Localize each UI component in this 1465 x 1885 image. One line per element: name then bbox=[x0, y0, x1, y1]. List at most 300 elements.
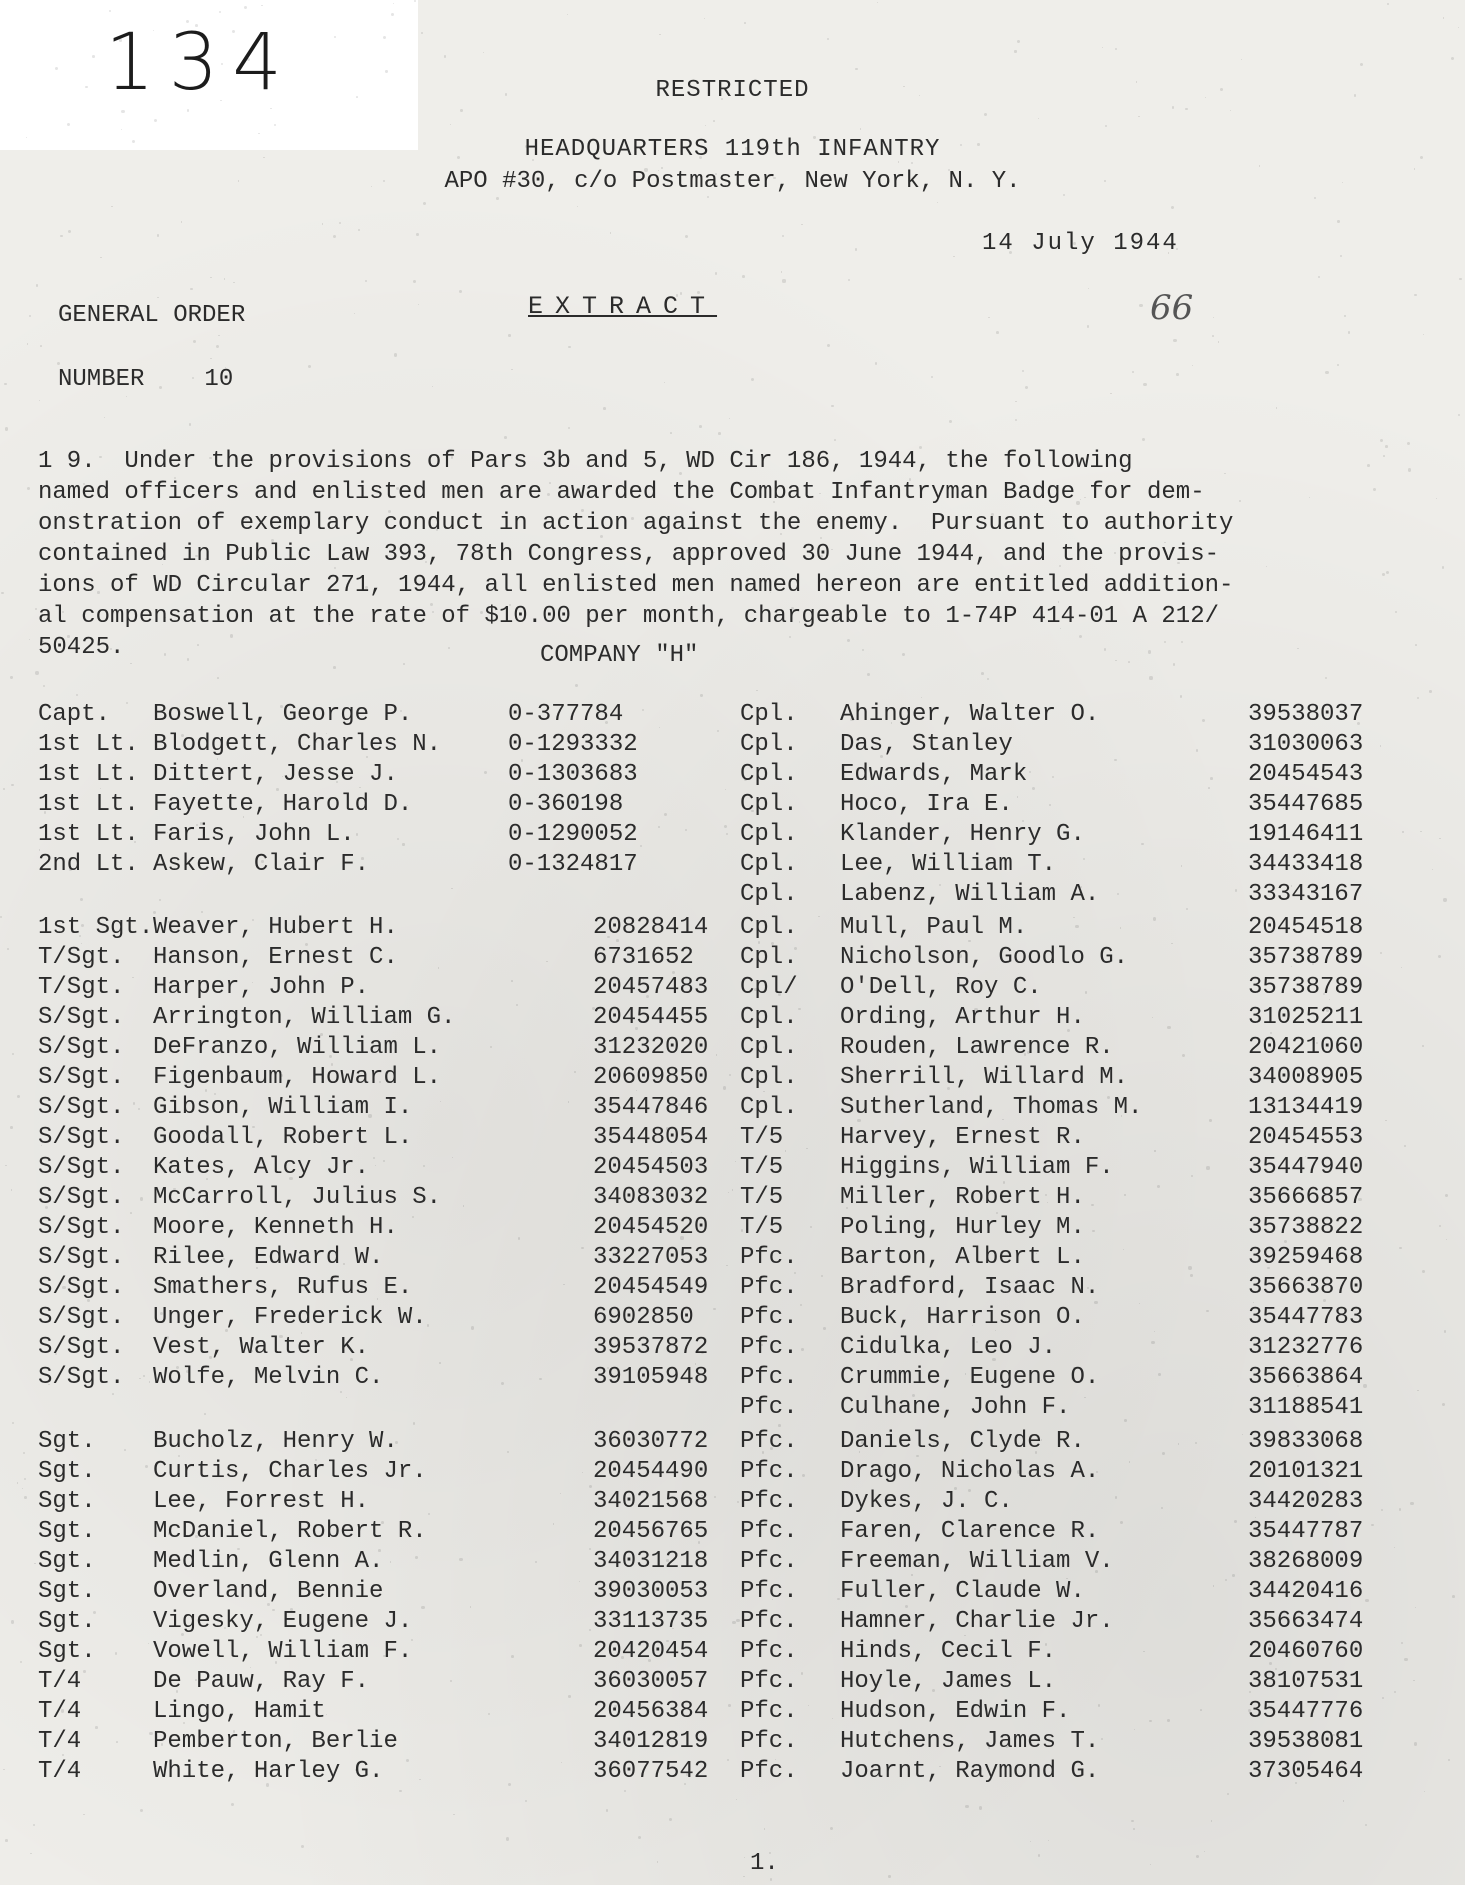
noise-dot bbox=[91, 1009, 94, 1012]
noise-dot bbox=[701, 1351, 704, 1354]
noise-dot bbox=[39, 400, 41, 402]
noise-dot bbox=[34, 1563, 36, 1565]
noise-dot bbox=[174, 477, 176, 479]
rank: S/Sgt. bbox=[38, 1184, 125, 1211]
noise-dot bbox=[219, 11, 221, 13]
noise-dot bbox=[381, 1521, 384, 1524]
roster-row bbox=[38, 1063, 728, 1093]
soldier-name: Mull, Paul M. bbox=[840, 914, 1028, 941]
noise-dot bbox=[726, 1265, 728, 1267]
noise-dot bbox=[727, 1759, 729, 1761]
noise-dot bbox=[1153, 917, 1156, 920]
noise-dot bbox=[1394, 1547, 1395, 1548]
serial-number: 35448054 bbox=[593, 1124, 709, 1151]
noise-dot bbox=[1380, 952, 1382, 954]
noise-dot bbox=[93, 1611, 96, 1614]
noise-dot bbox=[314, 740, 317, 743]
noise-dot bbox=[266, 1783, 269, 1786]
soldier-name: Faren, Clarence R. bbox=[840, 1518, 1100, 1545]
noise-dot bbox=[568, 1101, 569, 1102]
serial-number: 34012819 bbox=[593, 1728, 709, 1755]
noise-dot bbox=[428, 1513, 430, 1515]
noise-dot bbox=[1143, 383, 1146, 386]
noise-dot bbox=[1031, 842, 1034, 845]
noise-dot bbox=[42, 1009, 44, 1011]
serial-number: 36030772 bbox=[593, 1428, 709, 1455]
noise-dot bbox=[715, 272, 718, 275]
soldier-name: Lingo, Hamit bbox=[153, 1698, 326, 1725]
soldier-name: Joarnt, Raymond G. bbox=[840, 1758, 1100, 1785]
serial-number: 39538037 bbox=[1248, 701, 1364, 728]
noise-dot bbox=[700, 694, 702, 696]
noise-dot bbox=[773, 501, 775, 503]
serial-number: 34420416 bbox=[1248, 1578, 1364, 1605]
noise-dot bbox=[22, 1488, 23, 1489]
noise-dot bbox=[129, 574, 131, 576]
soldier-name: Hanson, Ernest C. bbox=[153, 944, 398, 971]
noise-dot bbox=[1344, 315, 1345, 316]
noise-dot bbox=[827, 38, 829, 40]
noise-dot bbox=[1385, 445, 1388, 448]
soldier-name: Bucholz, Henry W. bbox=[153, 1428, 398, 1455]
noise-dot bbox=[616, 939, 619, 942]
noise-dot bbox=[1120, 927, 1122, 929]
noise-dot bbox=[1167, 1719, 1170, 1722]
noise-dot bbox=[176, 835, 179, 838]
roster-row bbox=[38, 1333, 728, 1363]
noise-dot bbox=[42, 641, 44, 643]
noise-dot bbox=[764, 1828, 766, 1830]
noise-dot bbox=[1444, 1330, 1447, 1333]
noise-dot bbox=[195, 24, 198, 27]
roster-row bbox=[740, 913, 1440, 943]
rank: Pfc. bbox=[740, 1458, 798, 1485]
serial-number: 0-377784 bbox=[508, 701, 624, 728]
serial-number: 39833068 bbox=[1248, 1428, 1364, 1455]
noise-dot bbox=[1206, 1166, 1209, 1169]
noise-dot bbox=[589, 1629, 591, 1631]
noise-dot bbox=[1407, 442, 1410, 445]
rank: Pfc. bbox=[740, 1728, 798, 1755]
noise-dot bbox=[1399, 1247, 1401, 1249]
noise-dot bbox=[931, 376, 933, 378]
noise-dot bbox=[728, 1704, 731, 1707]
rank: S/Sgt. bbox=[38, 1274, 125, 1301]
noise-dot bbox=[1154, 1150, 1155, 1151]
noise-dot bbox=[819, 493, 820, 494]
noise-dot bbox=[272, 1609, 274, 1611]
soldier-name: Dykes, J. C. bbox=[840, 1488, 1013, 1515]
rank: Cpl. bbox=[740, 914, 798, 941]
noise-dot bbox=[432, 386, 433, 387]
rank: 1st Lt. bbox=[38, 761, 139, 788]
noise-dot bbox=[436, 528, 439, 531]
noise-dot bbox=[1213, 1585, 1214, 1586]
soldier-name: Gibson, William I. bbox=[153, 1094, 413, 1121]
noise-dot bbox=[450, 124, 451, 125]
noise-dot bbox=[658, 170, 659, 171]
noise-dot bbox=[1354, 94, 1357, 97]
rank: S/Sgt. bbox=[38, 1364, 125, 1391]
serial-number: 20454518 bbox=[1248, 914, 1364, 941]
noise-dot bbox=[301, 1845, 304, 1848]
noise-dot bbox=[244, 6, 247, 9]
noise-dot bbox=[171, 1099, 174, 1102]
noise-dot bbox=[181, 734, 184, 737]
noise-dot bbox=[504, 436, 507, 439]
noise-dot bbox=[220, 100, 221, 101]
noise-dot bbox=[99, 456, 102, 459]
rank: Sgt. bbox=[38, 1488, 96, 1515]
noise-dot bbox=[140, 1809, 143, 1812]
order-number-label: NUMBER bbox=[58, 366, 145, 393]
noise-dot bbox=[373, 1157, 375, 1159]
noise-dot bbox=[953, 256, 955, 258]
roster-row bbox=[740, 1153, 1440, 1183]
soldier-name: Medlin, Glenn A. bbox=[153, 1548, 384, 1575]
noise-dot bbox=[233, 1730, 236, 1733]
serial-number: 34433418 bbox=[1248, 851, 1364, 878]
noise-dot bbox=[176, 1690, 179, 1693]
noise-dot bbox=[1196, 1855, 1199, 1858]
noise-dot bbox=[988, 317, 990, 319]
noise-dot bbox=[346, 1397, 347, 1398]
noise-dot bbox=[631, 517, 634, 520]
noise-dot bbox=[919, 95, 920, 96]
roster-row bbox=[38, 1757, 728, 1787]
noise-dot bbox=[378, 1549, 381, 1552]
roster-row bbox=[740, 1393, 1440, 1423]
noise-dot bbox=[919, 446, 922, 449]
noise-dot bbox=[327, 1434, 329, 1436]
noise-dot bbox=[320, 1033, 323, 1036]
noise-dot bbox=[657, 1861, 658, 1862]
noise-dot bbox=[40, 345, 42, 347]
roster-row bbox=[740, 1213, 1440, 1243]
noise-dot bbox=[333, 235, 336, 238]
noise-dot bbox=[568, 427, 570, 429]
noise-dot bbox=[365, 586, 368, 589]
noise-dot bbox=[574, 1071, 576, 1073]
noise-dot bbox=[181, 221, 182, 222]
noise-dot bbox=[1087, 1287, 1089, 1289]
noise-dot bbox=[770, 1447, 773, 1450]
rank: Cpl. bbox=[740, 821, 798, 848]
noise-dot bbox=[1180, 695, 1182, 697]
noise-dot bbox=[965, 1805, 968, 1808]
noise-dot bbox=[671, 1152, 672, 1153]
soldier-name: Wolfe, Melvin C. bbox=[153, 1364, 384, 1391]
noise-dot bbox=[1445, 1194, 1448, 1197]
serial-number: 39030053 bbox=[593, 1578, 709, 1605]
noise-dot bbox=[799, 621, 800, 622]
rank: Pfc. bbox=[740, 1668, 798, 1695]
noise-dot bbox=[511, 1655, 514, 1658]
serial-number: 35447776 bbox=[1248, 1698, 1364, 1725]
noise-dot bbox=[1172, 106, 1175, 109]
noise-dot bbox=[770, 1878, 772, 1880]
rank: Cpl. bbox=[740, 791, 798, 818]
noise-dot bbox=[1365, 1824, 1367, 1826]
noise-dot bbox=[5, 1839, 8, 1842]
noise-dot bbox=[742, 1562, 743, 1563]
noise-dot bbox=[1066, 1578, 1068, 1580]
noise-dot bbox=[73, 1766, 76, 1769]
noise-dot bbox=[1443, 17, 1445, 19]
noise-dot bbox=[1206, 1310, 1208, 1312]
noise-dot bbox=[1383, 455, 1385, 457]
noise-dot bbox=[110, 648, 112, 650]
roster-row bbox=[740, 850, 1440, 880]
noise-dot bbox=[1105, 125, 1107, 127]
soldier-name: Labenz, William A. bbox=[840, 881, 1100, 908]
soldier-name: Fayette, Harold D. bbox=[153, 791, 413, 818]
noise-dot bbox=[4, 383, 7, 386]
soldier-name: Figenbaum, Howard L. bbox=[153, 1064, 442, 1091]
noise-dot bbox=[713, 120, 715, 122]
noise-dot bbox=[358, 229, 360, 231]
noise-dot bbox=[365, 280, 367, 282]
noise-dot bbox=[1452, 1595, 1455, 1598]
noise-dot bbox=[261, 860, 264, 863]
noise-dot bbox=[1212, 335, 1214, 337]
handwritten-note: 66 bbox=[1150, 288, 1194, 328]
noise-dot bbox=[1361, 1251, 1362, 1252]
noise-dot bbox=[5, 427, 8, 430]
noise-dot bbox=[1014, 50, 1016, 52]
noise-dot bbox=[355, 1769, 356, 1770]
noise-dot bbox=[977, 143, 980, 146]
noise-dot bbox=[124, 1449, 126, 1451]
noise-dot bbox=[605, 721, 608, 724]
noise-dot bbox=[33, 1824, 35, 1826]
roster-row bbox=[38, 1363, 728, 1393]
soldier-name: McCarroll, Julius S. bbox=[153, 1184, 442, 1211]
soldier-name: Dittert, Jesse J. bbox=[153, 761, 398, 788]
soldier-name: Lee, William T. bbox=[840, 851, 1057, 878]
soldier-name: Ahinger, Walter O. bbox=[840, 701, 1100, 728]
noise-dot bbox=[1295, 1782, 1297, 1784]
soldier-name: Ording, Arthur H. bbox=[840, 1004, 1085, 1031]
noise-dot bbox=[95, 1726, 98, 1729]
noise-dot bbox=[581, 509, 583, 511]
noise-dot bbox=[24, 1478, 26, 1480]
noise-dot bbox=[688, 1007, 691, 1010]
noise-dot bbox=[231, 1803, 234, 1806]
soldier-name: O'Dell, Roy C. bbox=[840, 974, 1042, 1001]
noise-dot bbox=[686, 549, 689, 552]
noise-dot bbox=[996, 331, 999, 334]
rank: S/Sgt. bbox=[38, 1304, 125, 1331]
noise-dot bbox=[80, 898, 83, 901]
serial-number: 34021568 bbox=[593, 1488, 709, 1515]
rank: Cpl. bbox=[740, 1034, 798, 1061]
noise-dot bbox=[877, 2, 878, 3]
noise-dot bbox=[343, 1263, 344, 1264]
noise-dot bbox=[525, 1800, 527, 1802]
roster-row bbox=[740, 1363, 1440, 1393]
roster-row bbox=[740, 943, 1440, 973]
noise-dot bbox=[782, 235, 784, 237]
noise-dot bbox=[173, 1188, 176, 1191]
noise-dot bbox=[1121, 1115, 1122, 1116]
noise-dot bbox=[159, 386, 162, 389]
noise-dot bbox=[508, 1783, 511, 1786]
soldier-name: Crummie, Eugene O. bbox=[840, 1364, 1100, 1391]
noise-dot bbox=[24, 1496, 27, 1499]
noise-dot bbox=[209, 1356, 211, 1358]
soldier-name: Blodgett, Charles N. bbox=[153, 731, 442, 758]
page-number-stamp bbox=[0, 0, 418, 150]
noise-dot bbox=[698, 1541, 700, 1543]
noise-dot bbox=[976, 1341, 978, 1343]
noise-dot bbox=[375, 1165, 376, 1166]
noise-dot bbox=[743, 1876, 745, 1878]
noise-dot bbox=[139, 1378, 140, 1379]
noise-dot bbox=[1158, 1373, 1161, 1376]
noise-dot bbox=[29, 639, 30, 640]
noise-dot bbox=[1149, 1720, 1151, 1722]
noise-dot bbox=[256, 1267, 258, 1269]
noise-dot bbox=[488, 1713, 490, 1715]
roster-row bbox=[740, 1757, 1440, 1787]
serial-number: 34420283 bbox=[1248, 1488, 1364, 1515]
noise-dot bbox=[1, 592, 4, 595]
soldier-name: Poling, Hurley M. bbox=[840, 1214, 1085, 1241]
noise-dot bbox=[3, 788, 5, 790]
noise-dot bbox=[728, 1192, 729, 1193]
noise-dot bbox=[1417, 697, 1419, 699]
noise-dot bbox=[508, 334, 511, 337]
noise-dot bbox=[1191, 1175, 1193, 1177]
roster-row bbox=[740, 1093, 1440, 1123]
noise-dot bbox=[579, 1644, 582, 1647]
noise-dot bbox=[62, 1754, 64, 1756]
soldier-name: Rilee, Edward W. bbox=[153, 1244, 384, 1271]
roster-row bbox=[740, 1637, 1440, 1667]
noise-dot bbox=[1168, 252, 1169, 253]
noise-dot bbox=[1148, 650, 1151, 653]
soldier-name: Smathers, Rufus E. bbox=[153, 1274, 413, 1301]
noise-dot bbox=[83, 483, 85, 485]
noise-dot bbox=[658, 826, 660, 828]
noise-dot bbox=[1325, 677, 1327, 679]
noise-dot bbox=[1382, 1697, 1384, 1699]
serial-number: 35663474 bbox=[1248, 1608, 1364, 1635]
noise-dot bbox=[1420, 156, 1423, 159]
noise-dot bbox=[972, 1325, 973, 1326]
rank: T/4 bbox=[38, 1698, 82, 1725]
noise-dot bbox=[1134, 1729, 1135, 1730]
roster-row bbox=[38, 1243, 728, 1273]
soldier-name: Bradford, Isaac N. bbox=[840, 1274, 1100, 1301]
noise-dot bbox=[888, 1875, 890, 1877]
rank: S/Sgt. bbox=[38, 1004, 125, 1031]
noise-dot bbox=[1190, 1274, 1193, 1277]
serial-number: 19146411 bbox=[1248, 821, 1364, 848]
serial-number: 35447846 bbox=[593, 1094, 709, 1121]
apo-address: APO #30, c/o Postmaster, New York, N. Y. bbox=[444, 168, 1021, 195]
noise-dot bbox=[1225, 1579, 1227, 1581]
noise-dot bbox=[415, 1556, 418, 1559]
noise-dot bbox=[252, 919, 254, 921]
rank: T/5 bbox=[740, 1124, 784, 1151]
rank: S/Sgt. bbox=[38, 1094, 125, 1121]
noise-dot bbox=[217, 677, 219, 679]
noise-dot bbox=[794, 1272, 796, 1274]
soldier-name: Nicholson, Goodlo G. bbox=[840, 944, 1129, 971]
noise-dot bbox=[167, 832, 168, 833]
noise-dot bbox=[111, 206, 112, 207]
noise-dot bbox=[1211, 1820, 1213, 1822]
noise-dot bbox=[757, 797, 758, 798]
noise-dot bbox=[846, 1207, 848, 1209]
soldier-name: Hutchens, James T. bbox=[840, 1728, 1100, 1755]
noise-dot bbox=[704, 18, 705, 19]
serial-number: 31232020 bbox=[593, 1034, 709, 1061]
noise-dot bbox=[1124, 1194, 1125, 1195]
noise-dot bbox=[79, 935, 81, 937]
noise-dot bbox=[76, 694, 78, 696]
serial-number: 13134419 bbox=[1248, 1094, 1364, 1121]
noise-dot bbox=[624, 1790, 626, 1792]
soldier-name: Pemberton, Berlie bbox=[153, 1728, 398, 1755]
noise-dot bbox=[1029, 771, 1031, 773]
rank: T/Sgt. bbox=[38, 974, 125, 1001]
noise-dot bbox=[911, 1574, 912, 1575]
noise-dot bbox=[210, 277, 212, 279]
noise-dot bbox=[394, 353, 397, 356]
rank: 1st Lt. bbox=[38, 731, 139, 758]
noise-dot bbox=[1439, 1225, 1442, 1228]
noise-dot bbox=[195, 1679, 197, 1681]
noise-dot bbox=[1038, 1854, 1040, 1856]
soldier-name: Rouden, Lawrence R. bbox=[840, 1034, 1114, 1061]
noise-dot bbox=[195, 1535, 198, 1538]
noise-dot bbox=[1030, 1841, 1031, 1842]
rank: S/Sgt. bbox=[38, 1334, 125, 1361]
roster-row bbox=[38, 1727, 728, 1757]
serial-number: 0-1303683 bbox=[508, 761, 638, 788]
noise-dot bbox=[216, 345, 219, 348]
noise-dot bbox=[383, 180, 385, 182]
noise-dot bbox=[1094, 1301, 1097, 1304]
noise-dot bbox=[1414, 1742, 1417, 1745]
soldier-name: Hoyle, James L. bbox=[840, 1668, 1057, 1695]
noise-dot bbox=[1386, 571, 1389, 574]
noise-dot bbox=[1017, 40, 1020, 43]
rank: Pfc. bbox=[740, 1428, 798, 1455]
noise-dot bbox=[1276, 407, 1277, 408]
noise-dot bbox=[1110, 393, 1112, 395]
rank: Cpl. bbox=[740, 1064, 798, 1091]
noise-dot bbox=[1325, 371, 1328, 374]
noise-dot bbox=[664, 382, 665, 383]
noise-dot bbox=[1337, 220, 1340, 223]
serial-number: 34031218 bbox=[593, 1548, 709, 1575]
noise-dot bbox=[1171, 206, 1174, 209]
noise-dot bbox=[60, 235, 63, 238]
noise-dot bbox=[444, 55, 447, 58]
noise-dot bbox=[484, 771, 487, 774]
noise-dot bbox=[1382, 573, 1385, 576]
soldier-name: Hinds, Cecil F. bbox=[840, 1638, 1057, 1665]
noise-dot bbox=[116, 1741, 118, 1743]
roster-row bbox=[38, 913, 728, 943]
noise-dot bbox=[333, 666, 336, 669]
serial-number: 0-360198 bbox=[508, 791, 624, 818]
soldier-name: Askew, Clair F. bbox=[153, 851, 370, 878]
